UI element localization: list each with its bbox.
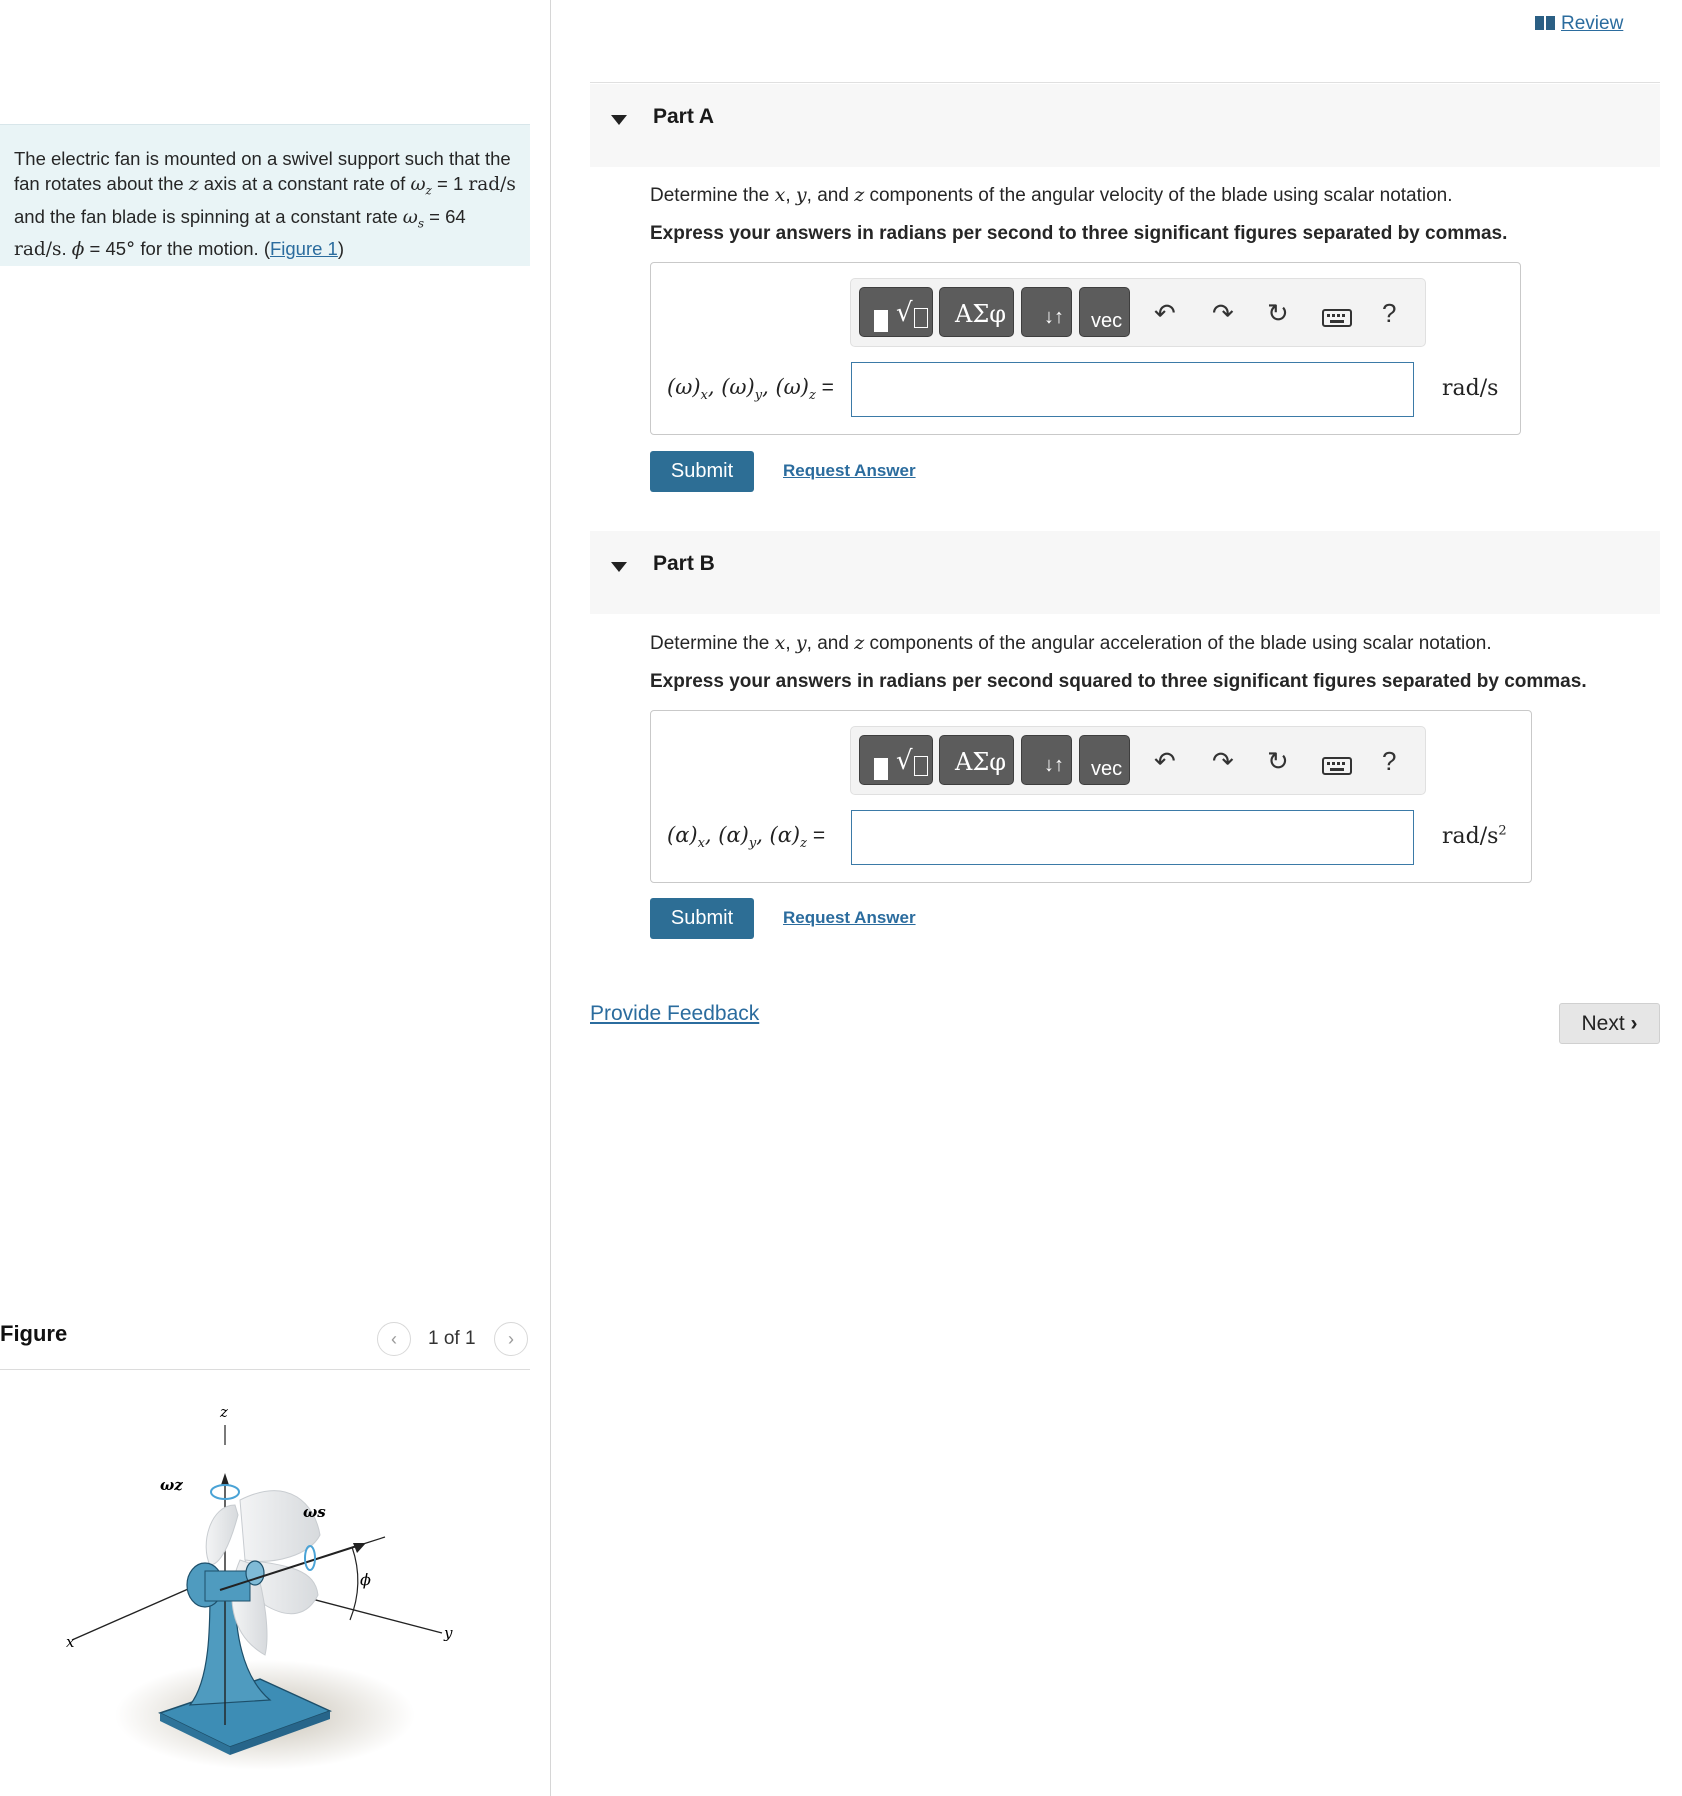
- part-a-submit-button[interactable]: Submit: [650, 451, 754, 492]
- var-part: , (ω): [707, 375, 755, 399]
- greek-button[interactable]: [939, 735, 1014, 785]
- var-y: y: [795, 632, 807, 654]
- var-sub: y: [754, 388, 763, 404]
- part-a-header[interactable]: [590, 84, 1660, 167]
- omega-symbol: ω: [402, 206, 418, 228]
- fan-blade: [240, 1491, 320, 1562]
- z-axis-arrow: [221, 1473, 229, 1485]
- review-label: Review: [1561, 13, 1624, 34]
- z-axis-label: z: [220, 1403, 228, 1421]
- undo-icon[interactable]: ↶: [1154, 298, 1176, 328]
- question-text: , and: [806, 185, 855, 206]
- part-b-submit-button[interactable]: Submit: [650, 898, 754, 939]
- problem-text: axis at a constant rate of: [198, 173, 411, 194]
- var-z: z: [854, 632, 865, 654]
- part-a-question: [650, 184, 1453, 207]
- var-sub: x: [700, 388, 708, 404]
- part-b-title: Part B: [653, 552, 715, 575]
- part-a-instruction: Express your answers in radians per second to three significant figures separated by commas.: [650, 223, 1508, 244]
- help-icon[interactable]: ?: [1382, 746, 1397, 776]
- var-part: , (α): [704, 823, 749, 847]
- math-toolbar: [850, 726, 1426, 795]
- templates-icon: [874, 758, 888, 780]
- arrows-label: ↓↑: [1044, 754, 1064, 776]
- phi-symbol: ϕ: [71, 239, 85, 261]
- question-text: ,: [785, 633, 796, 654]
- question-text: Determine the: [650, 633, 775, 654]
- var-x: x: [774, 184, 786, 206]
- figure-link[interactable]: Figure 1: [269, 238, 338, 260]
- reset-icon[interactable]: ↻: [1267, 746, 1289, 776]
- arrows-label: ↓↑: [1044, 306, 1064, 328]
- part-a-request-answer-link[interactable]: Request Answer: [783, 461, 916, 480]
- help-icon[interactable]: ?: [1382, 298, 1397, 328]
- part-a-answer-box: [650, 262, 1521, 435]
- ws-rotation-arrow: [305, 1546, 315, 1570]
- provide-feedback-link[interactable]: Provide Feedback: [590, 1002, 760, 1025]
- sqrt-icon: √: [896, 746, 913, 776]
- sqrt-icon: √: [896, 298, 913, 328]
- chevron-right-icon: ›: [1630, 1011, 1638, 1035]
- part-a-unit: [1442, 375, 1498, 401]
- spin-axis-ext: [360, 1537, 385, 1545]
- collapse-triangle-icon[interactable]: [611, 115, 627, 125]
- redo-icon[interactable]: ↷: [1212, 298, 1234, 328]
- figure-pager-text: 1 of 1: [428, 1328, 476, 1349]
- phi-label: ϕ: [360, 1570, 371, 1589]
- var-part: (α): [667, 823, 698, 847]
- unit-text: rad/s: [468, 174, 516, 195]
- problem-text: = 45: [84, 238, 127, 260]
- unit-text: rad/s: [1442, 824, 1499, 849]
- collapse-triangle-icon[interactable]: [611, 562, 627, 572]
- part-b-question: [650, 632, 1492, 655]
- equals-sign: =: [806, 824, 826, 847]
- chevron-left-icon: ‹: [391, 1329, 397, 1349]
- next-button[interactable]: [1559, 1003, 1660, 1044]
- question-text: components of the angular velocity of the blade using scalar notation.: [864, 185, 1453, 206]
- omega-subscript: z: [425, 183, 432, 198]
- arrows-button[interactable]: [1021, 287, 1072, 337]
- fan-motor-body: [205, 1571, 250, 1601]
- x-axis-label: x: [66, 1633, 75, 1651]
- vector-button[interactable]: [1079, 287, 1130, 337]
- y-axis-label: y: [444, 1624, 453, 1642]
- question-text: , and: [806, 633, 855, 654]
- var-part: , (ω): [762, 375, 809, 399]
- vec-label: vec: [1091, 310, 1123, 332]
- question-text: components of the angular acceleration of the blade using scalar notation.: [864, 633, 1492, 654]
- problem-text: = 64: [424, 205, 466, 227]
- part-b-variable-label: [667, 823, 825, 851]
- greek-label: ΑΣφ: [955, 748, 1007, 776]
- degree-symbol: °: [126, 239, 136, 261]
- reset-icon[interactable]: ↻: [1267, 298, 1289, 328]
- problem-statement: [0, 124, 530, 266]
- var-z: z: [188, 174, 199, 195]
- part-a-title: Part A: [653, 105, 715, 128]
- unit-text: rad/s: [1442, 376, 1499, 401]
- part-a-variable-label: [667, 375, 834, 403]
- review-link[interactable]: [1535, 13, 1623, 35]
- chevron-right-icon: ›: [508, 1329, 514, 1349]
- var-part: (ω): [667, 375, 701, 399]
- left-panel: [0, 0, 551, 1796]
- top-divider: [590, 82, 1660, 83]
- ws-label: ωs: [303, 1503, 326, 1521]
- book-icon: [1535, 16, 1555, 30]
- figure-title: Figure: [0, 1321, 68, 1346]
- problem-text: The electric fan is mounted on a swivel support such that the fan rotates about the: [14, 148, 511, 194]
- var-sub: x: [697, 836, 705, 852]
- next-figure-button[interactable]: [494, 1322, 528, 1356]
- templates-icon: [874, 310, 888, 332]
- templates-button[interactable]: [859, 735, 933, 785]
- next-label: Next: [1581, 1011, 1625, 1035]
- math-toolbar: [850, 278, 1426, 347]
- part-b-request-answer-link[interactable]: Request Answer: [783, 908, 916, 927]
- equals-sign: =: [815, 376, 834, 399]
- var-z: z: [854, 184, 865, 206]
- redo-icon[interactable]: ↷: [1212, 746, 1234, 776]
- unit-text: rad/s: [14, 239, 62, 261]
- part-b-header[interactable]: [590, 531, 1660, 614]
- box-icon: [914, 756, 928, 776]
- var-sub: z: [800, 836, 807, 852]
- question-text: ,: [785, 185, 796, 206]
- greek-label: ΑΣφ: [955, 300, 1007, 328]
- unit-sup: 2: [1498, 823, 1507, 839]
- vec-label: vec: [1091, 758, 1123, 780]
- var-y: y: [795, 184, 807, 206]
- keyboard-icon[interactable]: [1322, 309, 1352, 327]
- var-sub: y: [748, 836, 757, 852]
- part-b-answer-box: [650, 710, 1532, 883]
- wz-label: ωz: [160, 1476, 183, 1494]
- problem-text: = 1: [431, 173, 469, 194]
- vector-button[interactable]: [1079, 735, 1130, 785]
- var-x: x: [774, 632, 786, 654]
- keyboard-icon[interactable]: [1322, 757, 1352, 775]
- var-part: , (α): [756, 823, 801, 847]
- part-a-answer-input[interactable]: [851, 362, 1414, 417]
- part-b-instruction: Express your answers in radians per second squared to three significant figures separated by commas.: [650, 671, 1587, 692]
- part-b-answer-input[interactable]: [851, 810, 1414, 865]
- templates-button[interactable]: [859, 287, 933, 337]
- problem-text: .: [61, 238, 72, 260]
- prev-figure-button[interactable]: [377, 1322, 411, 1356]
- omega-symbol: ω: [410, 174, 426, 195]
- omega-subscript: s: [417, 216, 425, 231]
- fan-blade: [206, 1505, 238, 1565]
- box-icon: [914, 308, 928, 328]
- var-sub: z: [808, 388, 816, 404]
- problem-text: and the fan blade is spinning at a constant rate: [14, 205, 403, 227]
- problem-text: ): [337, 238, 345, 260]
- greek-button[interactable]: [939, 287, 1014, 337]
- question-text: Determine the: [650, 185, 775, 206]
- spin-axis-arrow: [353, 1543, 366, 1553]
- fan-figure: [60, 1395, 480, 1775]
- part-b-unit: [1442, 823, 1507, 849]
- problem-text: for the motion. (: [135, 238, 270, 260]
- arrows-button[interactable]: [1021, 735, 1072, 785]
- figure-divider: [0, 1369, 530, 1370]
- undo-icon[interactable]: ↶: [1154, 746, 1176, 776]
